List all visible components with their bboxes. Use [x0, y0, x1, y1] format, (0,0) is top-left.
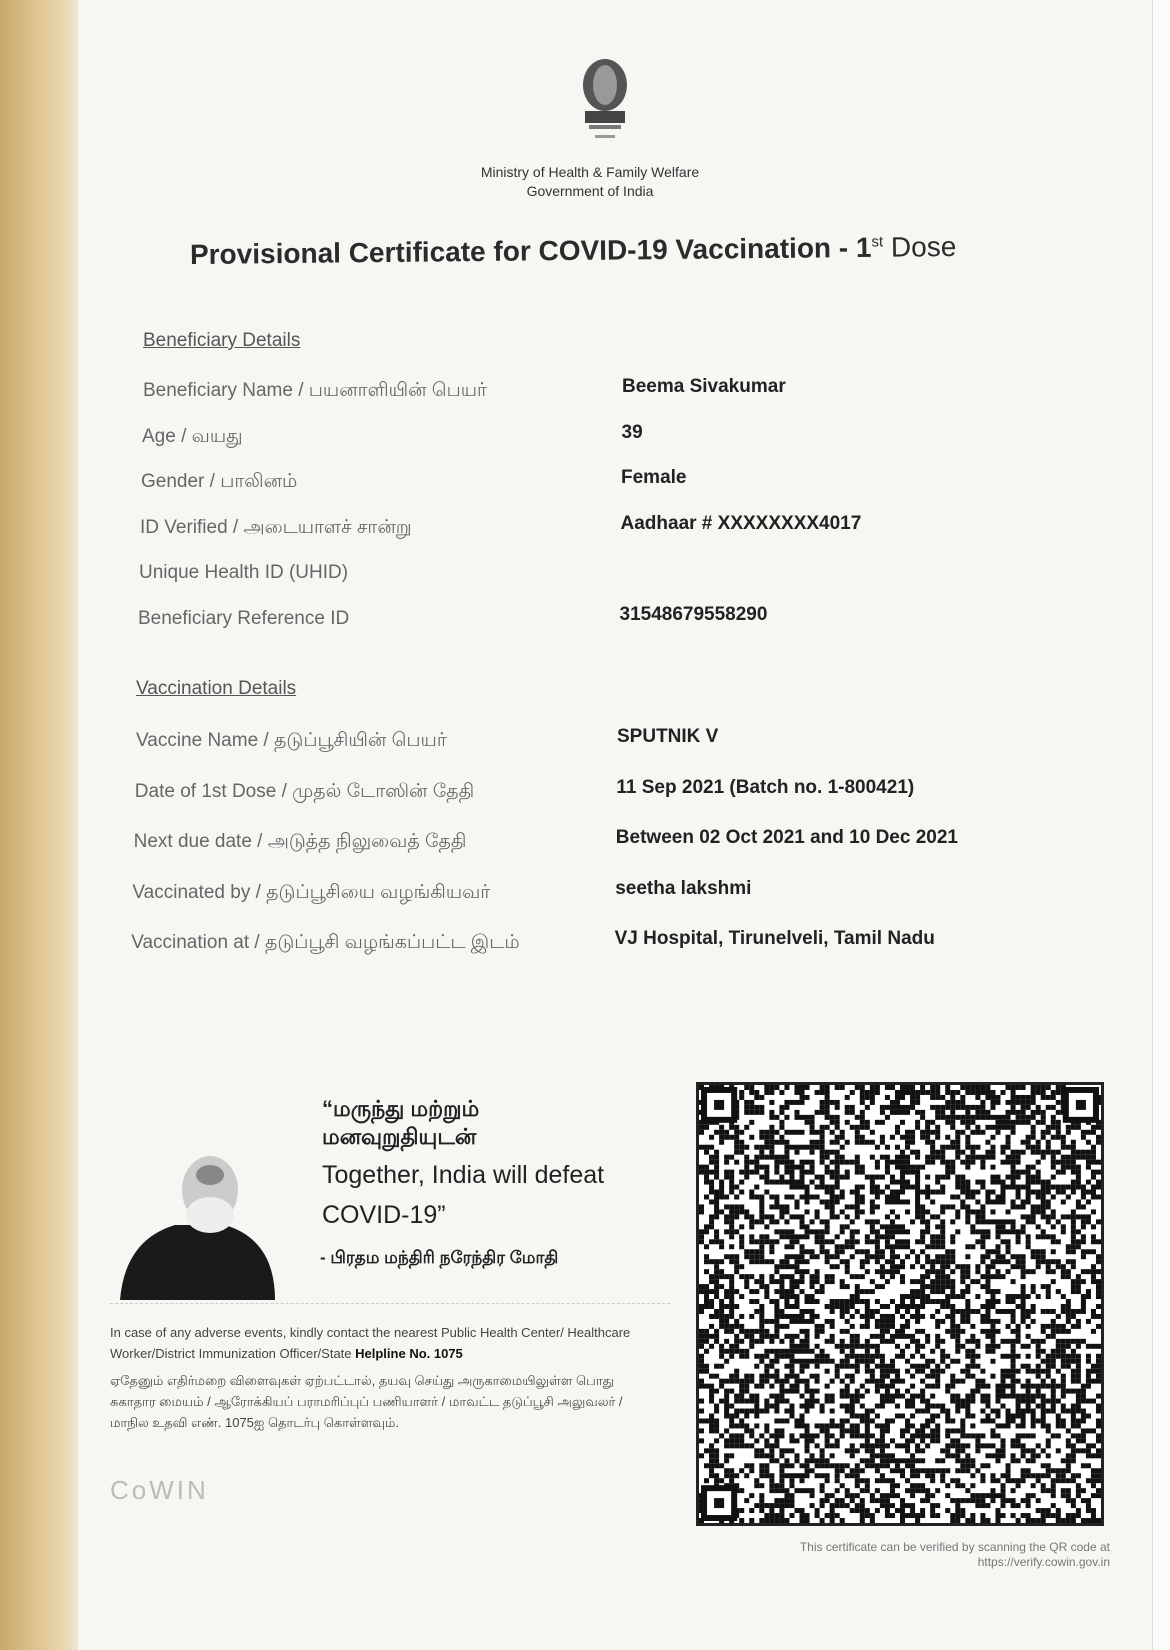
vaccination-value: VJ Hospital, Tirunelveli, Tamil Nadu	[614, 928, 935, 949]
vaccination-label: Vaccination at / தடுப்பூசி வழங்கப்பட்ட இடம்	[131, 932, 520, 953]
divider	[110, 1303, 670, 1304]
quote-english-1: Together, India will defeat	[322, 1161, 605, 1189]
cowin-logo: CoWIN	[110, 1475, 209, 1505]
national-emblem-icon	[575, 55, 635, 145]
beneficiary-heading: Beneficiary Details	[143, 330, 301, 351]
title-text: Provisional Certificate for COVID-19 Vaccination - 1	[189, 231, 872, 271]
quote-attribution: - பிரதம மந்திரி நரேந்திர மோதி	[320, 1248, 559, 1267]
beneficiary-value: 31548679558290	[619, 603, 768, 625]
vaccination-label: Next due date / அடுத்த நிலுவைத் தேதி	[133, 831, 467, 852]
beneficiary-value: 39	[621, 421, 643, 443]
beneficiary-label: Unique Health ID (UHID)	[139, 562, 349, 583]
beneficiary-value: Beema Sivakumar	[622, 376, 786, 397]
government-name: Government of India	[526, 183, 654, 199]
advisory-tamil: ஏதேனும் எதிர்மறை விளைவுகள் ஏற்பட்டால், தயவு செய்து அருகாமையிலுள்ள பொது சுகாதார மையம் / ஆரோக்கியப் பராமரிப்புப் பணியாளர் / மாவட்ட தடுப்பூசி அலுவலர் / மாநில உதவி எண். 1075ஐ தொடர்பு கொள்ளவும்.	[110, 1373, 623, 1430]
quote-tamil-2: மனவுறுதியுடன்	[322, 1124, 477, 1149]
vaccination-value: 11 Sep 2021 (Batch no. 1-800421)	[616, 776, 915, 798]
verify-note	[710, 1540, 1110, 1570]
vaccination-value: Between 02 Oct 2021 and 10 Dec 2021	[615, 827, 958, 848]
title-sup: st	[871, 233, 884, 251]
quote-english-2: COVID-19”	[322, 1201, 446, 1229]
ministry-name: Ministry of Health & Family Welfare	[480, 164, 700, 180]
beneficiary-label: Age / வயது	[142, 425, 243, 447]
vaccination-label: Date of 1st Dose / முதல் டோஸின் தேதி	[134, 780, 475, 802]
verify-text: This certificate can be verified by scanning the QR code at	[799, 1540, 1110, 1554]
adjacent-page-edge	[1152, 0, 1170, 1650]
binder-edge	[0, 0, 78, 1650]
vaccination-heading: Vaccination Details	[136, 678, 297, 699]
beneficiary-label: Gender / பாலினம்	[141, 471, 298, 492]
quote-tamil-1: “மருந்து மற்றும்	[322, 1096, 480, 1121]
vaccination-label: Vaccinated by / தடுப்பூசியை வழங்கியவர்	[132, 881, 491, 903]
vaccination-value: seetha lakshmi	[615, 877, 752, 899]
beneficiary-label: Beneficiary Name / பயனாளியின் பெயர்	[143, 380, 487, 401]
beneficiary-value: Female	[621, 467, 687, 488]
beneficiary-value: Aadhaar # XXXXXXXX4017	[620, 512, 862, 534]
advisory	[110, 1322, 650, 1433]
prime-minister-photo	[115, 1130, 280, 1300]
ministry-header	[420, 163, 760, 201]
title-dose: Dose	[883, 230, 957, 263]
beneficiary-label: Beneficiary Reference ID	[138, 607, 350, 629]
advisory-english-text: In case of any adverse events, kindly contact the nearest Public Health Center/ Healthcare Worker/District Immunization Officer/State	[110, 1325, 631, 1361]
qr-code[interactable]	[696, 1082, 1104, 1526]
vaccination-value: SPUTNIK V	[617, 726, 719, 747]
verify-url: https://verify.cowin.gov.in	[977, 1555, 1110, 1569]
vaccination-label: Vaccine Name / தடுப்பூசியின் பெயர்	[136, 730, 447, 751]
quote-block	[322, 1095, 604, 1231]
beneficiary-label: ID Verified / அடையாளச் சான்று	[140, 516, 412, 538]
advisory-english	[110, 1322, 650, 1364]
certificate-title	[190, 231, 957, 271]
helpline: Helpline No. 1075	[355, 1346, 463, 1361]
